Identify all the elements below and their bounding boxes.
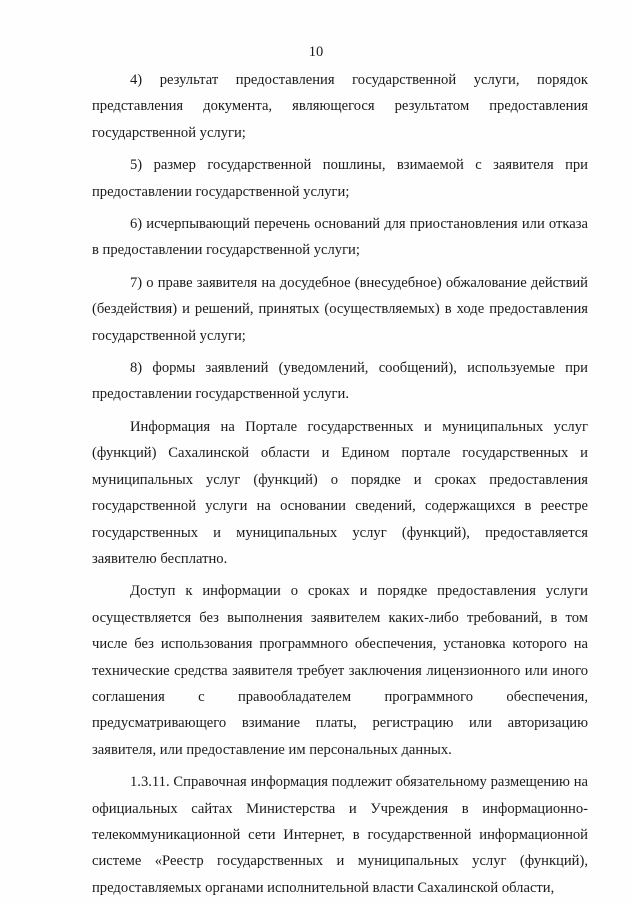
paragraph-portal-info: Информация на Портале государственных и муниципальных услуг (функций) Сахалинской области и Едином портале государственных и муниципальных услуг (функций) о порядке и сроках предоставления государственной услуги на основании сведений, содержащихся в реестре государственных и муниципальных услуг (функций), предоставляется заявителю бесплатно. xyxy=(92,418,588,567)
paragraph-item-5: 5) размер государственной пошлины, взимаемой с заявителя при предоставлении государственной услуги; xyxy=(92,157,588,200)
paragraph-item-7: 7) о праве заявителя на досудебное (внесудебное) обжалование действий (бездействия) и решений, принятых (осуществляемых) в ходе предоставления государственной услуги; xyxy=(92,274,588,344)
paragraph-access-info: Доступ к информации о сроках и порядке предоставления услуги осуществляется без выполнения заявителем каких-либо требований, в том числе без использования программного обеспечения, установка которого на технические средства заявителя требует заключения лицензионного или иного соглашения с правообладателем программного обеспечения, предусматривающего взимание платы, регистрацию или авторизацию заявителя, или предоставление им персональных данных. xyxy=(92,583,588,758)
paragraph-item-6: 6) исчерпывающий перечень оснований для приостановления или отказа в предоставлении государственной услуги; xyxy=(92,216,588,259)
paragraph-section-1-3-11: 1.3.11. Справочная информация подлежит обязательному размещению на официальных сайтах Министерства и Учреждения в информационно-телекоммуникационной сети Интернет, в государственной информационной системе «Реестр государственных и муниципальных услуг (функций), предоставляемых органами исполнительной власти Сахалинской области, xyxy=(92,774,588,896)
paragraph-item-4: 4) результат предоставления государственной услуги, порядок представления документа, являющегося результатом предоставления государственной услуги; xyxy=(92,72,588,141)
paragraph-item-8: 8) формы заявлений (уведомлений, сообщений), используемые при предоставлении государственной услуги. xyxy=(92,360,588,403)
document-body xyxy=(92,67,588,901)
page-number: 10 xyxy=(308,44,324,60)
